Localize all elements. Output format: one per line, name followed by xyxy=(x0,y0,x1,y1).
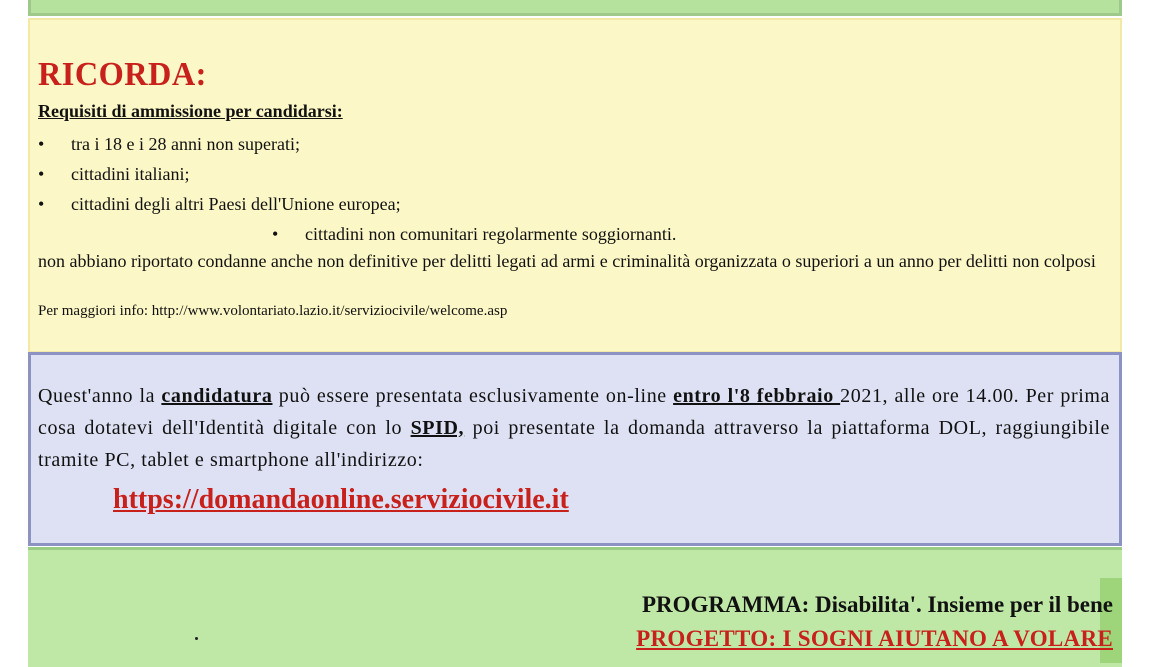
bullet-icon: • xyxy=(38,164,45,184)
bullet-text: tra i 18 e i 28 anni non superati; xyxy=(71,134,300,154)
application-text xyxy=(38,380,1110,476)
requirements-title: Requisiti di ammissione per candidarsi: xyxy=(38,101,343,121)
bullet-text: cittadini degli altri Paesi dell'Unione europea; xyxy=(71,194,401,214)
application-text-part: può essere presentata esclusivamente on-line xyxy=(272,385,674,407)
application-text-part: poi presentate la domanda attraverso la piattaforma DOL, raggiungibile tramite PC, tablet e smartphone all'indirizzo: xyxy=(38,417,1111,471)
deadline-text: entro l'8 febbraio xyxy=(673,385,841,407)
candidatura-text: candidatura xyxy=(161,385,273,407)
application-text-part: 2021, alle ore 14.00. Per prima cosa dotatevi dell'Identità digitale con lo xyxy=(38,385,1111,439)
bullet-text: cittadini italiani; xyxy=(71,164,190,184)
spid-text: SPID, xyxy=(410,417,465,439)
bullet-icon: • xyxy=(272,224,279,244)
scan-speck xyxy=(195,637,198,640)
top-green-panel xyxy=(28,0,1122,16)
reminder-heading: RICORDA: xyxy=(38,56,207,93)
condition-text: non abbiano riportato condanne anche non definitive per delitti legati ad armi e criminalità organizzata o superiori a un anno per delitti non colposi xyxy=(38,251,1096,271)
application-url-link[interactable]: https://domandaonline.serviziocivile.it xyxy=(113,484,569,515)
bullet-text: cittadini non comunitari regolarmente soggiornanti. xyxy=(305,224,677,244)
program-title: PROGRAMMA: Disabilita'. Insieme per il bene xyxy=(641,592,1113,617)
bullet-icon: • xyxy=(38,134,45,154)
info-text: Per maggiori info: http://www.volontariato.lazio.it/serviziocivile/welcome.asp xyxy=(38,303,508,319)
bullet-icon: • xyxy=(38,194,45,214)
project-title: PROGETTO: I SOGNI AIUTANO A VOLARE xyxy=(636,626,1113,651)
application-text-part: Quest'anno la xyxy=(38,385,162,407)
